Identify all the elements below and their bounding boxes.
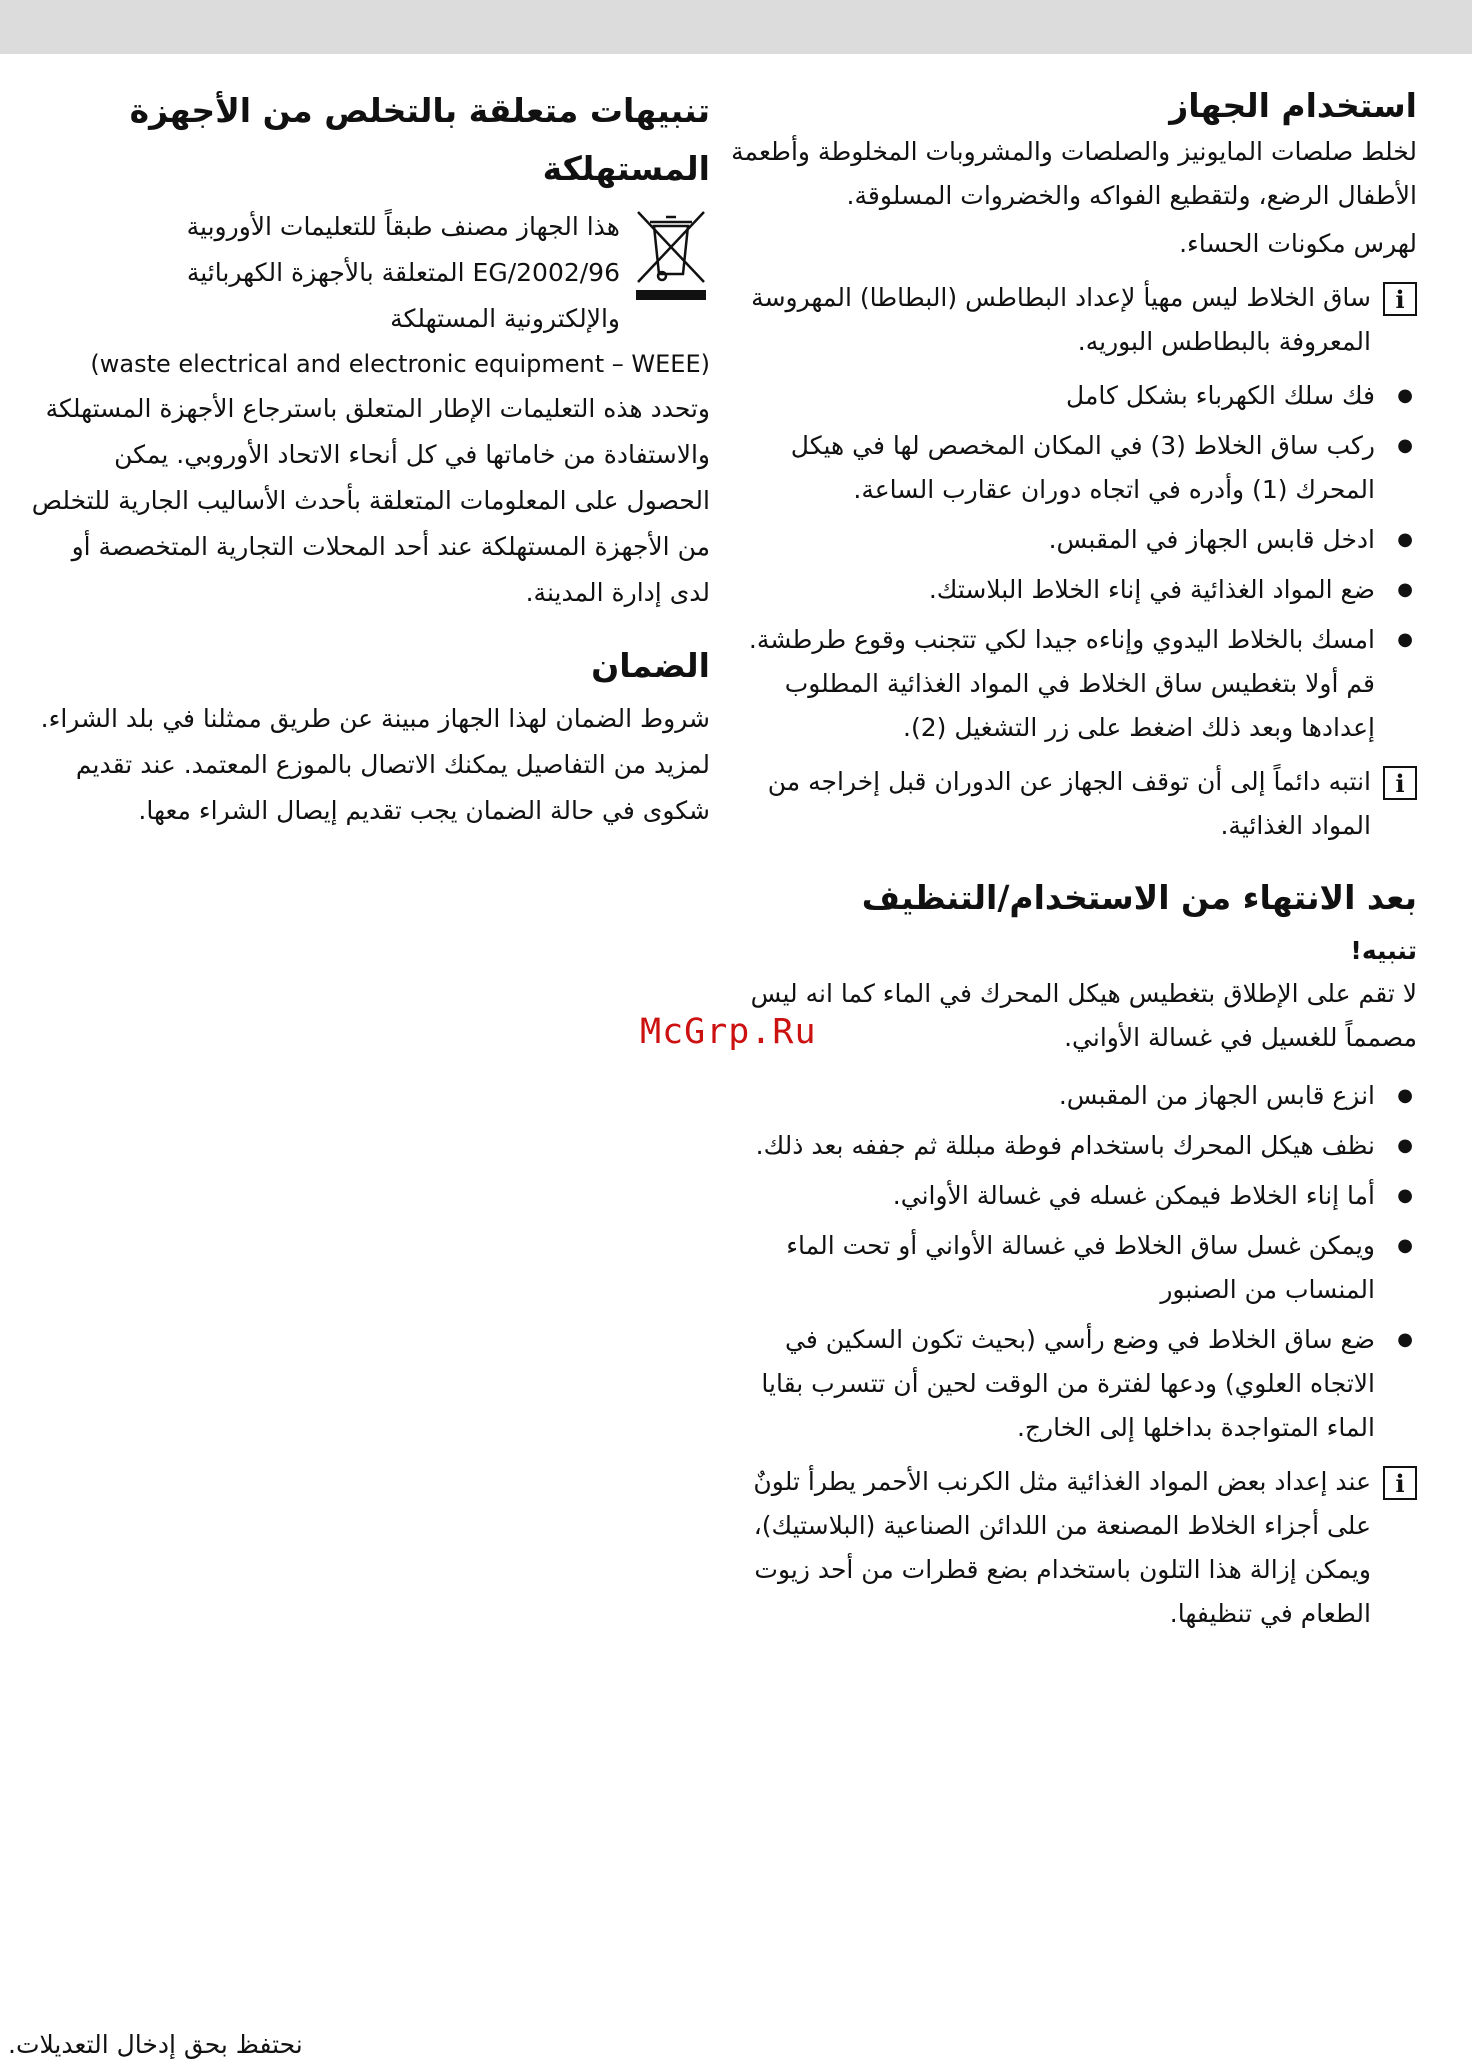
list-item: ● ويمكن غسل ساق الخلاط في غسالة الأواني أو تحت الماء المنساب من الصنبور [717, 1224, 1417, 1312]
weee-english: (waste electrical and electronic equipment – WEEE) [90, 350, 710, 378]
list-item: ● ركب ساق الخلاط (3) في المكان المخصص لها في هيكل المحرك (1) وأدره في اتجاه دوران عقارب الساعة. [717, 424, 1417, 512]
use-note-2 [717, 760, 1417, 848]
cleaning-warning-text: لا تقم على الإطلاق بتغطيس هيكل المحرك في الماء كما انه ليس مصمماً للغسيل في غسالة الأواني. [750, 979, 1417, 1052]
list-item: ● انزع قابس الجهاز من المقبس. [717, 1074, 1417, 1118]
list-item: ● امسك بالخلاط اليدوي وإناءه جيدا لكي تتجنب وقوع طرطشة. قم أولا بتغطيس ساق الخلاط في المواد الغذائية المطلوب إعدادها وبعد ذلك اضغط على زر التشغيل (2). [717, 618, 1417, 750]
use-title: استخدام الجهاز [1169, 86, 1417, 125]
watermark: McGrp.Ru [640, 1012, 817, 1052]
left-column [30, 82, 710, 834]
use-note-2-text: انتبه دائماً إلى أن توقف الجهاز عن الدوران قبل إخراجه من المواد الغذائية. [767, 767, 1371, 840]
list-item: ● ضع ساق الخلاط في وضع رأسي (بحيث تكون السكين في الاتجاه العلوي) ودعها لفترة من الوقت لحين أن تتسرب بقايا الماء المتواجدة بداخلها إلى الخارج. [717, 1318, 1417, 1450]
disposal-line-3: والإلكترونية المستهلكة [390, 304, 620, 333]
cleaning-note [717, 1460, 1417, 1636]
list-item: ● نظف هيكل المحرك باستخدام فوطة مبللة ثم جففه بعد ذلك. [717, 1124, 1417, 1168]
use-intro: لخلط صلصات المايونيز والصلصات والمشروبات المخلوطة وأطعمة الأطفال الرضع، ولتقطيع الفواكه والخضروات المسلوقة. [731, 137, 1417, 210]
disposal-line-1: هذا الجهاز مصنف طبقاً للتعليمات الأوروبية [186, 212, 620, 241]
info-icon: i [1383, 766, 1417, 800]
use-intro2: لهرس مكونات الحساء. [1179, 229, 1417, 258]
disposal-body: وتحدد هذه التعليمات الإطار المتعلق باسترجاع الأجهزة المستهلكة والاستفادة من خاماتها في كل أنحاء الاتحاد الأوروبي. يمكن الحصول على المعلومات المتعلقة بأحدث الأساليب الجارية للتخلص من الأجهزة المستهلكة عند أحد المحلات التجارية المتخصصة أو لدى إدارة المدينة. [31, 394, 710, 607]
disposal-title: تنبيهات متعلقة بالتخلص من الأجهزة المستهلكة [129, 91, 710, 188]
use-steps [717, 374, 1417, 750]
warranty-body: شروط الضمان لهذا الجهاز مبينة عن طريق ممثلنا في بلد الشراء. لمزيد من التفاصيل يمكنك الاتصال بالموزع المعتمد. عند تقديم شكوى في حالة الضمان يجب تقديم إيصال الشراء معها. [40, 704, 710, 825]
cleaning-note-text: عند إعداد بعض المواد الغذائية مثل الكرنب الأحمر يطرأ تلونٌ على أجزاء الخلاط المصنعة من اللدائن الصناعية (البلاستيك)، ويمكن إزالة هذا التلون باستخدام بضع قطرات من أحد زيوت الطعام في تنظيفها. [753, 1467, 1371, 1628]
right-column [717, 82, 1417, 1636]
list-item: ● ضع المواد الغذائية في إناء الخلاط البلاستك. [717, 568, 1417, 612]
list-item: ● فك سلك الكهرباء بشكل كامل [717, 374, 1417, 418]
cleaning-steps [717, 1074, 1417, 1450]
footer-note: نحتفظ بحق إدخال التعديلات. [8, 2030, 303, 2059]
top-bar [0, 0, 1472, 54]
weee-text [187, 204, 620, 342]
list-item: ● أما إناء الخلاط فيمكن غسله في غسالة الأواني. [717, 1174, 1417, 1218]
info-icon: i [1383, 282, 1417, 316]
warranty-title: الضمان [591, 646, 710, 685]
cleaning-warning-title: تنبيه! [1350, 936, 1417, 965]
crossed-out-wheelie-bin-icon [632, 204, 710, 304]
use-note-1 [717, 276, 1417, 364]
disposal-line-2: 2002/96/EG المتعلقة بالأجهزة الكهربائية [186, 258, 620, 287]
list-item: ● ادخل قابس الجهاز في المقبس. [717, 518, 1417, 562]
info-icon: i [1383, 1466, 1417, 1500]
cleaning-title: بعد الانتهاء من الاستخدام/التنظيف [861, 878, 1417, 917]
weee-block [30, 204, 710, 342]
use-note-1-text: ساق الخلاط ليس مهيأ لإعداد البطاطس (البطاطا) المهروسة المعروفة بالبطاطس البوريه. [751, 283, 1371, 356]
